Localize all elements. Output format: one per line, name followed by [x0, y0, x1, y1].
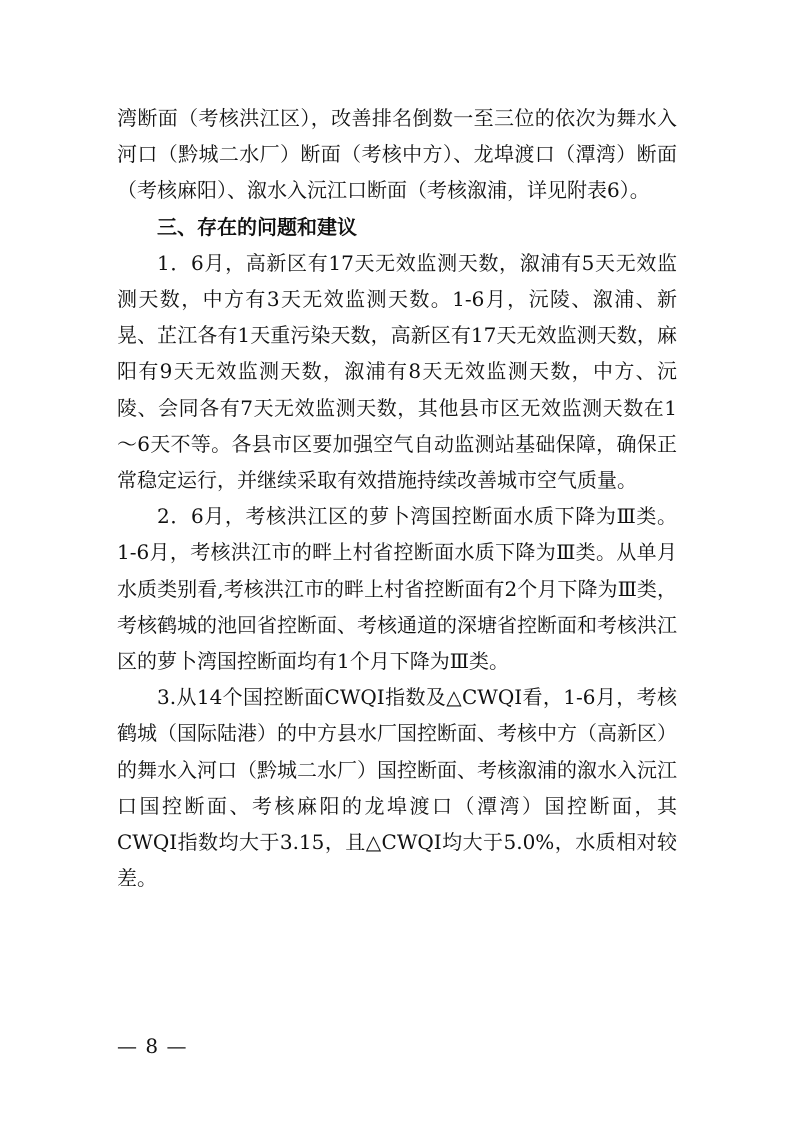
- paragraph-water-quality: 2．6月，考核洪江区的萝卜湾国控断面水质下降为Ⅲ类。1-6月，考核洪江市的畔上村省控断面水质下降为Ⅲ类。从单月水质类别看,考核洪江市的畔上村省控断面有2个月下降为Ⅲ类，考核鹤城的池回省控断面、考核通道的深塘省控断面和考核洪江区的萝卜湾国控断面均有1个月下降为Ⅲ类。: [117, 504, 677, 674]
- paragraph-air-quality: 1．6月，高新区有17天无效监测天数，溆浦有5天无效监测天数，中方有3天无效监测天数。1-6月，沅陵、溆浦、新晃、芷江各有1天重污染天数，高新区有17天无效监测天数，麻阳有9天无效监测天数，溆浦有8天无效监测天数，中方、沅陵、会同各有7天无效监测天数，其他县市区无效监测天数在1～6天不等。各县市区要加强空气自动监测站基础保障，确保正常稳定运行，并继续采取有效措施持续改善城市空气质量。: [117, 250, 677, 493]
- paragraph-cwqi: 3.从14个国控断面CWQI指数及△CWQI看，1-6月，考核鹤城（国际陆港）的中方县水厂国控断面、考核中方（高新区）的舞水入河口（黔城二水厂）国控断面、考核溆浦的溆水入沅江口国控断面、考核麻阳的龙埠渡口（潭湾）国控断面，其CWQI指数均大于3.15，且△CWQI均大于5.0%，水质相对较差。: [117, 685, 677, 891]
- section-heading: 三、存在的问题和建议: [157, 214, 357, 239]
- document-body: [117, 100, 677, 896]
- page-number: — 8 —: [117, 1034, 188, 1058]
- paragraph-continuation: 湾断面（考核洪江区），改善排名倒数一至三位的依次为舞水入河口（黔城二水厂）断面（考核中方）、龙埠渡口（潭湾）断面（考核麻阳）、溆水入沅江口断面（考核溆浦，详见附表6）。: [117, 106, 677, 203]
